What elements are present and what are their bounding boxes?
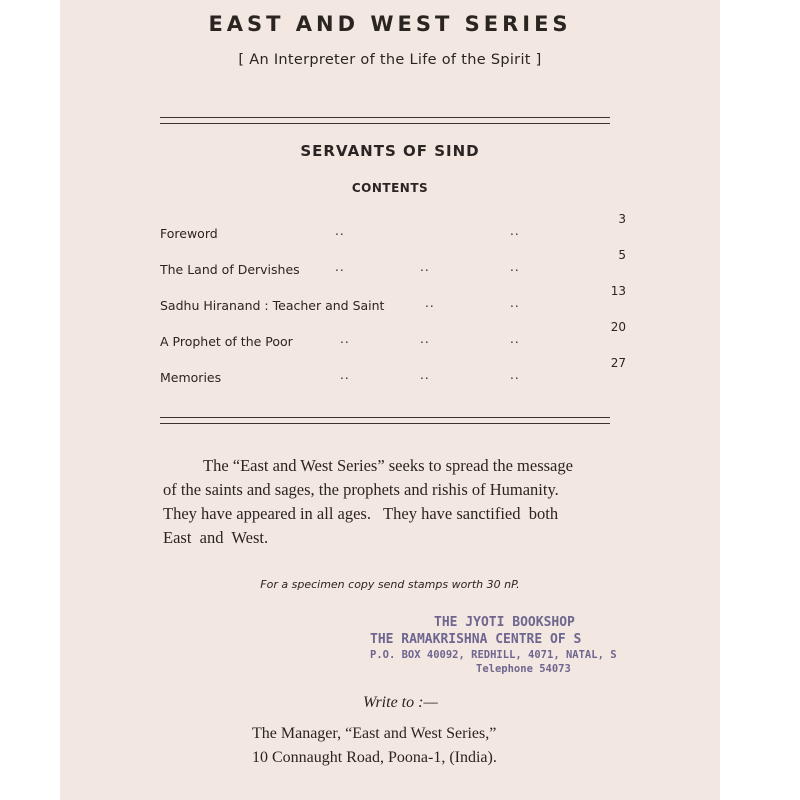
description-line: They have appeared in all ages. They have sanctified both (163, 504, 559, 523)
toc-entry-title: Foreword (160, 226, 218, 241)
stamp-line: P.O. BOX 40092, REDHILL, 4071, NATAL, S (370, 649, 617, 661)
leader-dots: .. (510, 224, 520, 238)
leader-dots: .. (340, 332, 350, 346)
description-line: The “East and West Series” seeks to spread the message (203, 456, 573, 475)
toc-entry-page: 20 (610, 320, 626, 334)
series-subtitle: [ An Interpreter of the Life of the Spirit ] (238, 52, 542, 68)
address-line: The Manager, “East and West Series,” (252, 725, 497, 742)
toc-entry (60, 284, 720, 314)
toc-entry-title: Memories (160, 370, 222, 385)
toc-entry (60, 248, 720, 278)
leader-dots: .. (510, 260, 520, 274)
toc-entry-page: 3 (618, 212, 626, 226)
leader-dots: .. (335, 260, 345, 274)
top-double-rule (160, 117, 610, 124)
toc-entry (60, 356, 720, 386)
description-line: of the saints and sages, the prophets and rishis of Humanity. (163, 480, 559, 499)
toc-entry-title: A Prophet of the Poor (160, 334, 293, 349)
bottom-double-rule (160, 417, 610, 424)
book-page (60, 0, 720, 800)
leader-dots: .. (510, 296, 520, 310)
toc-entry-page: 13 (610, 284, 626, 298)
toc-entry (60, 212, 720, 242)
stamp-line: THE JYOTI BOOKSHOP (434, 615, 575, 630)
publisher-address (252, 722, 497, 770)
series-description (163, 454, 633, 550)
leader-dots: .. (420, 368, 430, 382)
toc-entry-title: The Land of Dervishes (160, 262, 300, 277)
stamp-line: THE RAMAKRISHNA CENTRE OF S (370, 632, 582, 647)
bookshop-rubber-stamp (370, 615, 720, 675)
leader-dots: .. (510, 368, 520, 382)
description-line: East and West. (163, 528, 269, 547)
leader-dots: .. (340, 368, 350, 382)
stamp-line: Telephone 54073 (476, 663, 571, 675)
specimen-note: For a specimen copy send stamps worth 30 nP. (260, 578, 520, 591)
write-to-label: Write to :— (363, 694, 438, 711)
leader-dots: .. (425, 296, 435, 310)
toc-entry-page: 27 (610, 356, 626, 370)
leader-dots: .. (335, 224, 345, 238)
book-title: SERVANTS OF SIND (300, 142, 480, 160)
contents-heading: CONTENTS (351, 181, 429, 195)
address-line: 10 Connaught Road, Poona-1, (India). (252, 749, 497, 766)
series-title: EAST AND WEST SERIES (208, 12, 572, 36)
toc-entry-page: 5 (618, 248, 626, 262)
leader-dots: .. (510, 332, 520, 346)
toc-entry-title: Sadhu Hiranand : Teacher and Saint (160, 298, 385, 313)
toc-entry (60, 320, 720, 350)
leader-dots: .. (420, 332, 430, 346)
leader-dots: .. (420, 260, 430, 274)
